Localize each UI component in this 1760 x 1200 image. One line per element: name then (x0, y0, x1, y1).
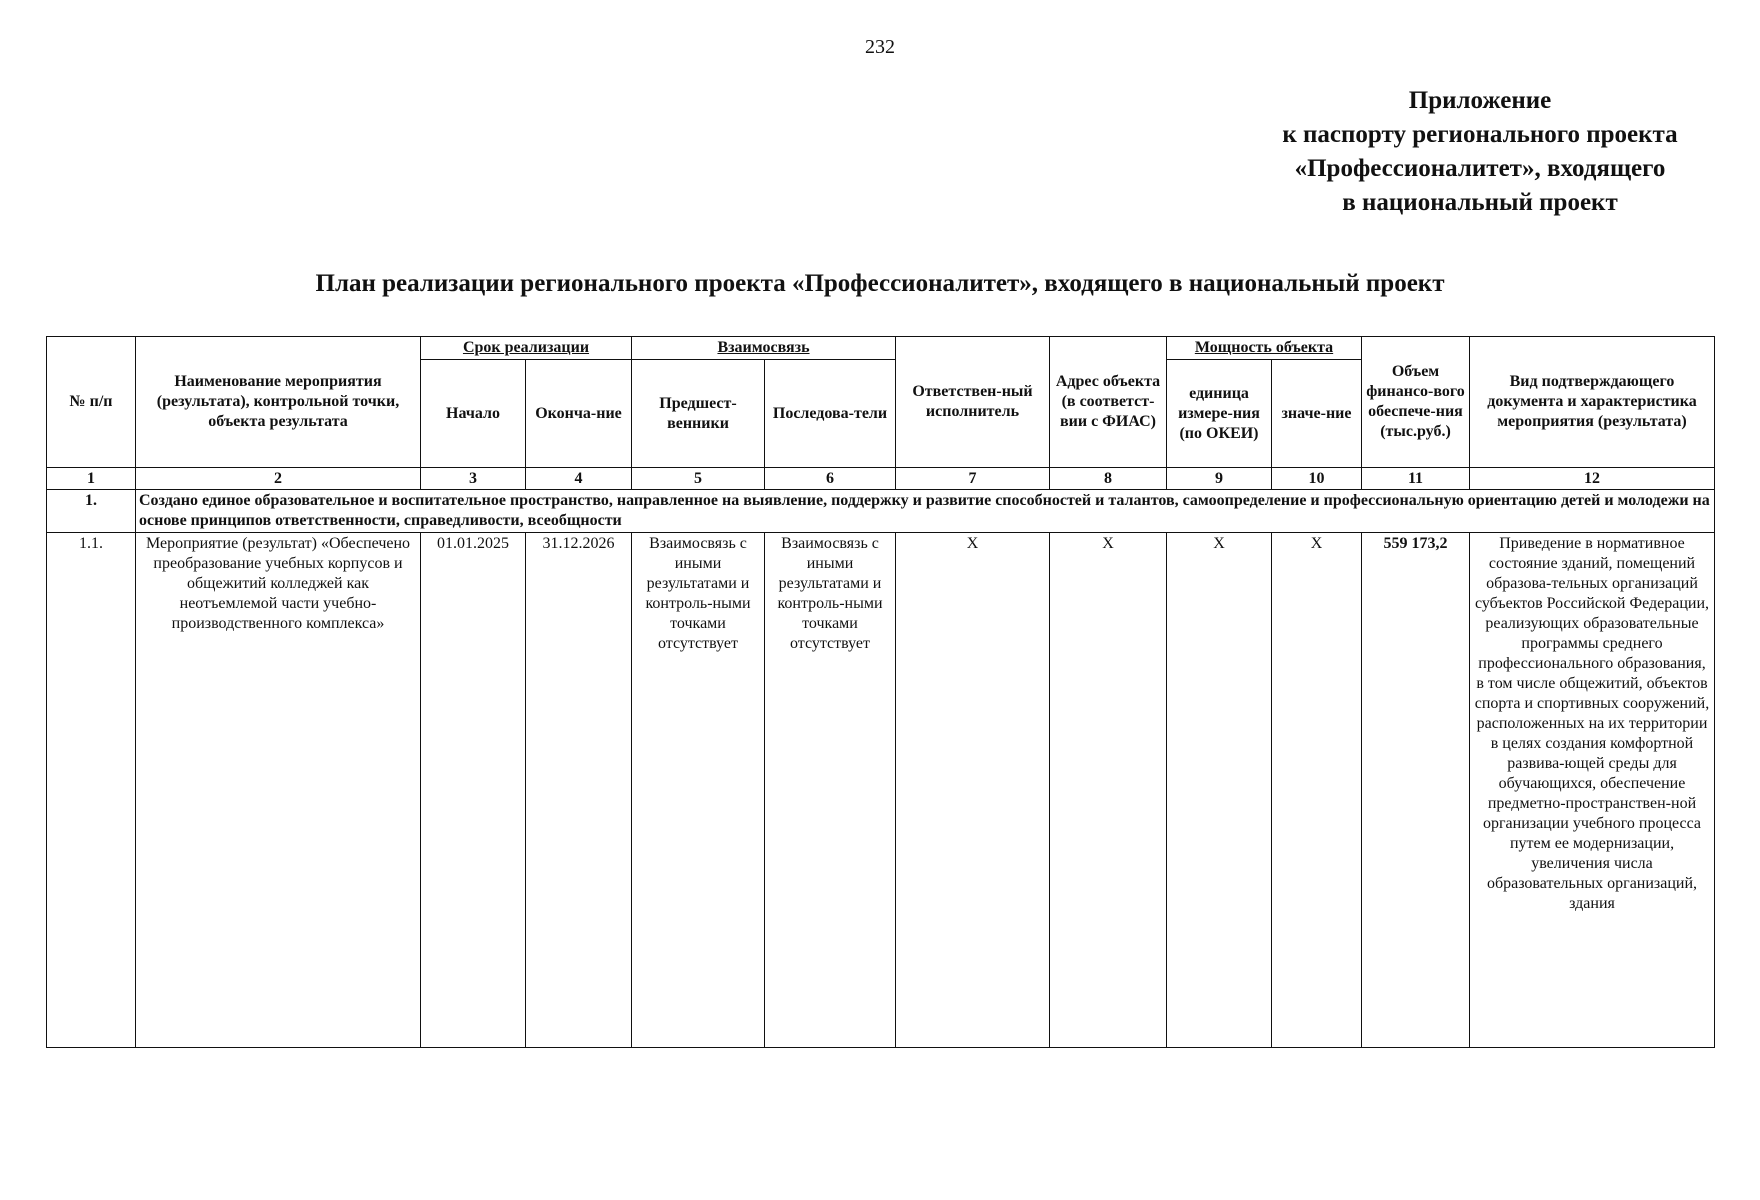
header-start: Начало (421, 360, 526, 468)
appendix-line: к паспорту регионального проекта (1282, 121, 1678, 148)
header-successors: Последова-тели (765, 360, 896, 468)
row-doc: Приведение в нормативное состояние зданий, помещений образова-тельных организаций субъектов Российской Федерации, реализующих образовательные программы среднего профессионального образования, в том числе общежитий, объектов спорта и спортивных сооружений, расположенных на их территории в целях создания комфортной развива-ющей среды для обучающихся, обеспечение предметно-пространствен-ной организации учебного процесса путем ее модернизации, увеличения числа образовательных организаций, здания (1470, 533, 1715, 1048)
column-number: 11 (1362, 468, 1470, 490)
header-responsible: Ответствен-ный исполнитель (896, 337, 1050, 468)
header-num: № п/п (47, 337, 136, 468)
column-number: 12 (1470, 468, 1715, 490)
column-number: 1 (47, 468, 136, 490)
header-address: Адрес объекта (в соответст-вии с ФИАС) (1050, 337, 1167, 468)
header-period: Срок реализации (421, 337, 632, 360)
column-number: 10 (1272, 468, 1362, 490)
column-number: 8 (1050, 468, 1167, 490)
header-doc: Вид подтверждающего документа и характеристика мероприятия (результата) (1470, 337, 1715, 468)
row-responsible: Х (896, 533, 1050, 1048)
header-predecessors: Предшест-венники (632, 360, 765, 468)
column-number: 7 (896, 468, 1050, 490)
column-number: 5 (632, 468, 765, 490)
column-number: 6 (765, 468, 896, 490)
appendix-line: Приложение (1408, 87, 1552, 114)
section-text: Создано единое образовательное и воспитательное пространство, направленное на выявление, поддержку и развитие способностей и талантов, самоопределение и профессиональную ориентацию детей и молодежи на основе принципов ответственности, справедливости, всеобщности (136, 490, 1715, 533)
row-end: 31.12.2026 (526, 533, 632, 1048)
page-number: 232 (865, 36, 895, 58)
column-number: 4 (526, 468, 632, 490)
column-number: 2 (136, 468, 421, 490)
header-capacity: Мощность объекта (1167, 337, 1362, 360)
header-unit: единица измере-ния (по ОКЕИ) (1167, 360, 1272, 468)
row-unit: Х (1167, 533, 1272, 1048)
plan-table (46, 336, 1715, 1048)
appendix-heading (1200, 84, 1760, 220)
section-row (47, 490, 1715, 533)
appendix-line: в национальный проект (1342, 189, 1618, 216)
row-value: Х (1272, 533, 1362, 1048)
column-number: 3 (421, 468, 526, 490)
header-row-top (47, 337, 1715, 360)
row-successors: Взаимосвязь с иными результатами и контроль-ными точками отсутствует (765, 533, 896, 1048)
header-end: Оконча-ние (526, 360, 632, 468)
row-address: Х (1050, 533, 1167, 1048)
column-number: 9 (1167, 468, 1272, 490)
row-start: 01.01.2025 (421, 533, 526, 1048)
header-name: Наименование мероприятия (результата), контрольной точки, объекта результата (136, 337, 421, 468)
row-num: 1.1. (47, 533, 136, 1048)
row-predecessors: Взаимосвязь с иными результатами и контроль-ными точками отсутствует (632, 533, 765, 1048)
row-name: Мероприятие (результат) «Обеспечено преобразование учебных корпусов и общежитий колледжей как неотъемлемой части учебно-производственного комплекса» (136, 533, 421, 1048)
table-row (47, 533, 1715, 1048)
section-num: 1. (47, 490, 136, 533)
appendix-line: «Профессионалитет», входящего (1294, 155, 1666, 182)
row-finance: 559 173,2 (1362, 533, 1470, 1048)
header-finance: Объем финансо-вого обеспече-ния (тыс.руб.) (1362, 337, 1470, 468)
header-value: значе-ние (1272, 360, 1362, 468)
column-number-row (47, 468, 1715, 490)
plan-title: План реализации регионального проекта «Профессионалитет», входящего в национальный проект (315, 270, 1445, 297)
header-relation: Взаимосвязь (632, 337, 896, 360)
